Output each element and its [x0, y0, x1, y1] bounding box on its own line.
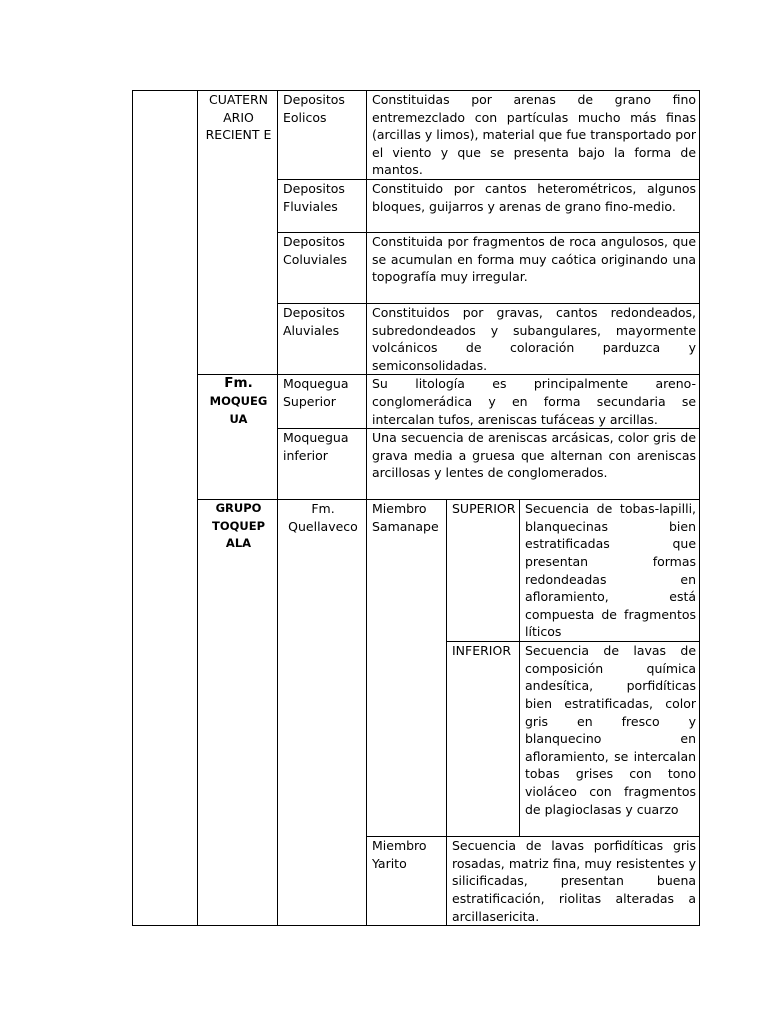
deposit-description-cell	[367, 180, 700, 233]
moquegua-fm-label: Fm.	[224, 375, 253, 392]
table-row	[133, 91, 700, 180]
deposit-name: Depositos Coluviales	[283, 234, 347, 267]
level-name: INFERIOR	[452, 643, 512, 659]
cuaternario-label-cell	[198, 91, 278, 375]
unit-description-cell	[367, 429, 700, 500]
level-description-cell	[520, 642, 700, 837]
level-description: Secuencia de lavas de composición química andesítica, porfidíticas bien estratificadas, color gris en fresco y blanquecino en afloramiento, se intercalan tobas grises con tono violáceo con fragmentos de plagioclasas y cuarzo	[525, 643, 697, 817]
unit-name: Moquegua Superior	[283, 376, 349, 409]
deposit-name: Depositos Eolicos	[283, 92, 345, 125]
moquegua-label-cell	[198, 375, 278, 500]
level-cell	[447, 500, 520, 642]
era-column-cell	[133, 91, 198, 926]
deposit-name-cell	[278, 180, 367, 233]
deposit-description: Constituidas por arenas de grano fino entremezclado con partículas mucho más finas (arcillas y limos), material que fue transportado por el viento y que se presenta bajo la forma de mantos.	[372, 92, 697, 178]
level-cell	[447, 642, 520, 837]
deposit-description: Constituidos por gravas, cantos redondeados, subredondeados y subangulares, mayormente volcánicos de coloración parduzca y semiconsolidadas.	[372, 305, 697, 373]
formation-cell	[278, 500, 367, 926]
deposit-description: Constituido por cantos heterométricos, algunos bloques, guijarros y arenas de grano fino-medio.	[372, 181, 697, 214]
level-description-cell	[520, 500, 700, 642]
unit-name-cell	[278, 375, 367, 429]
deposit-name-cell	[278, 304, 367, 375]
member-description: Secuencia de lavas porfidíticas gris rosadas, matriz fina, muy resistentes y silicificadas, presentan buena estratificación, riolitas alteradas a arcillasericita.	[452, 838, 697, 924]
member-name: Miembro Yarito	[372, 838, 427, 871]
deposit-name: Depositos Aluviales	[283, 305, 345, 338]
deposit-name-cell	[278, 233, 367, 304]
cuaternario-label: CUATERN ARIO RECIENT E	[205, 92, 272, 143]
stratigraphy-table	[132, 90, 700, 926]
deposit-name-cell	[278, 91, 367, 180]
deposit-description: Constituida por fragmentos de roca angulosos, que se acumulan en forma muy caótica originando una topografía muy irregular.	[372, 234, 697, 285]
member-name: Miembro Samanape	[372, 501, 439, 534]
level-name: SUPERIOR	[452, 501, 516, 517]
table-row	[133, 500, 700, 642]
deposit-description-cell	[367, 233, 700, 304]
unit-description: Una secuencia de areniscas arcásicas, color gris de grava media a gruesa que alternan con areniscas arcillosas y lentes de conglomerados.	[372, 430, 697, 481]
unit-description: Su litología es principalmente areno-conglomerádica y en forma secundaria se intercalan tufos, areniscas tufáceas y arcillas.	[372, 376, 697, 427]
member-description-cell	[447, 837, 700, 926]
level-description: Secuencia de tobas-lapilli, blanquecinas bien estratificadas que presentan formas redondeadas en afloramiento, está compuesta de fragmentos líticos	[525, 501, 697, 640]
deposit-name: Depositos Fluviales	[283, 181, 345, 214]
member-cell	[367, 500, 447, 837]
table-row	[133, 375, 700, 429]
unit-description-cell	[367, 375, 700, 429]
unit-name-cell	[278, 429, 367, 500]
toquepala-label-cell	[198, 500, 278, 926]
formation-name: Fm. Quellaveco	[288, 501, 358, 534]
unit-name: Moquegua inferior	[283, 430, 349, 463]
deposit-description-cell	[367, 91, 700, 180]
moquegua-name-label: MOQUEG UA	[209, 393, 268, 426]
deposit-description-cell	[367, 304, 700, 375]
toquepala-label: GRUPO TOQUEP ALA	[211, 501, 266, 551]
member-cell	[367, 837, 447, 926]
